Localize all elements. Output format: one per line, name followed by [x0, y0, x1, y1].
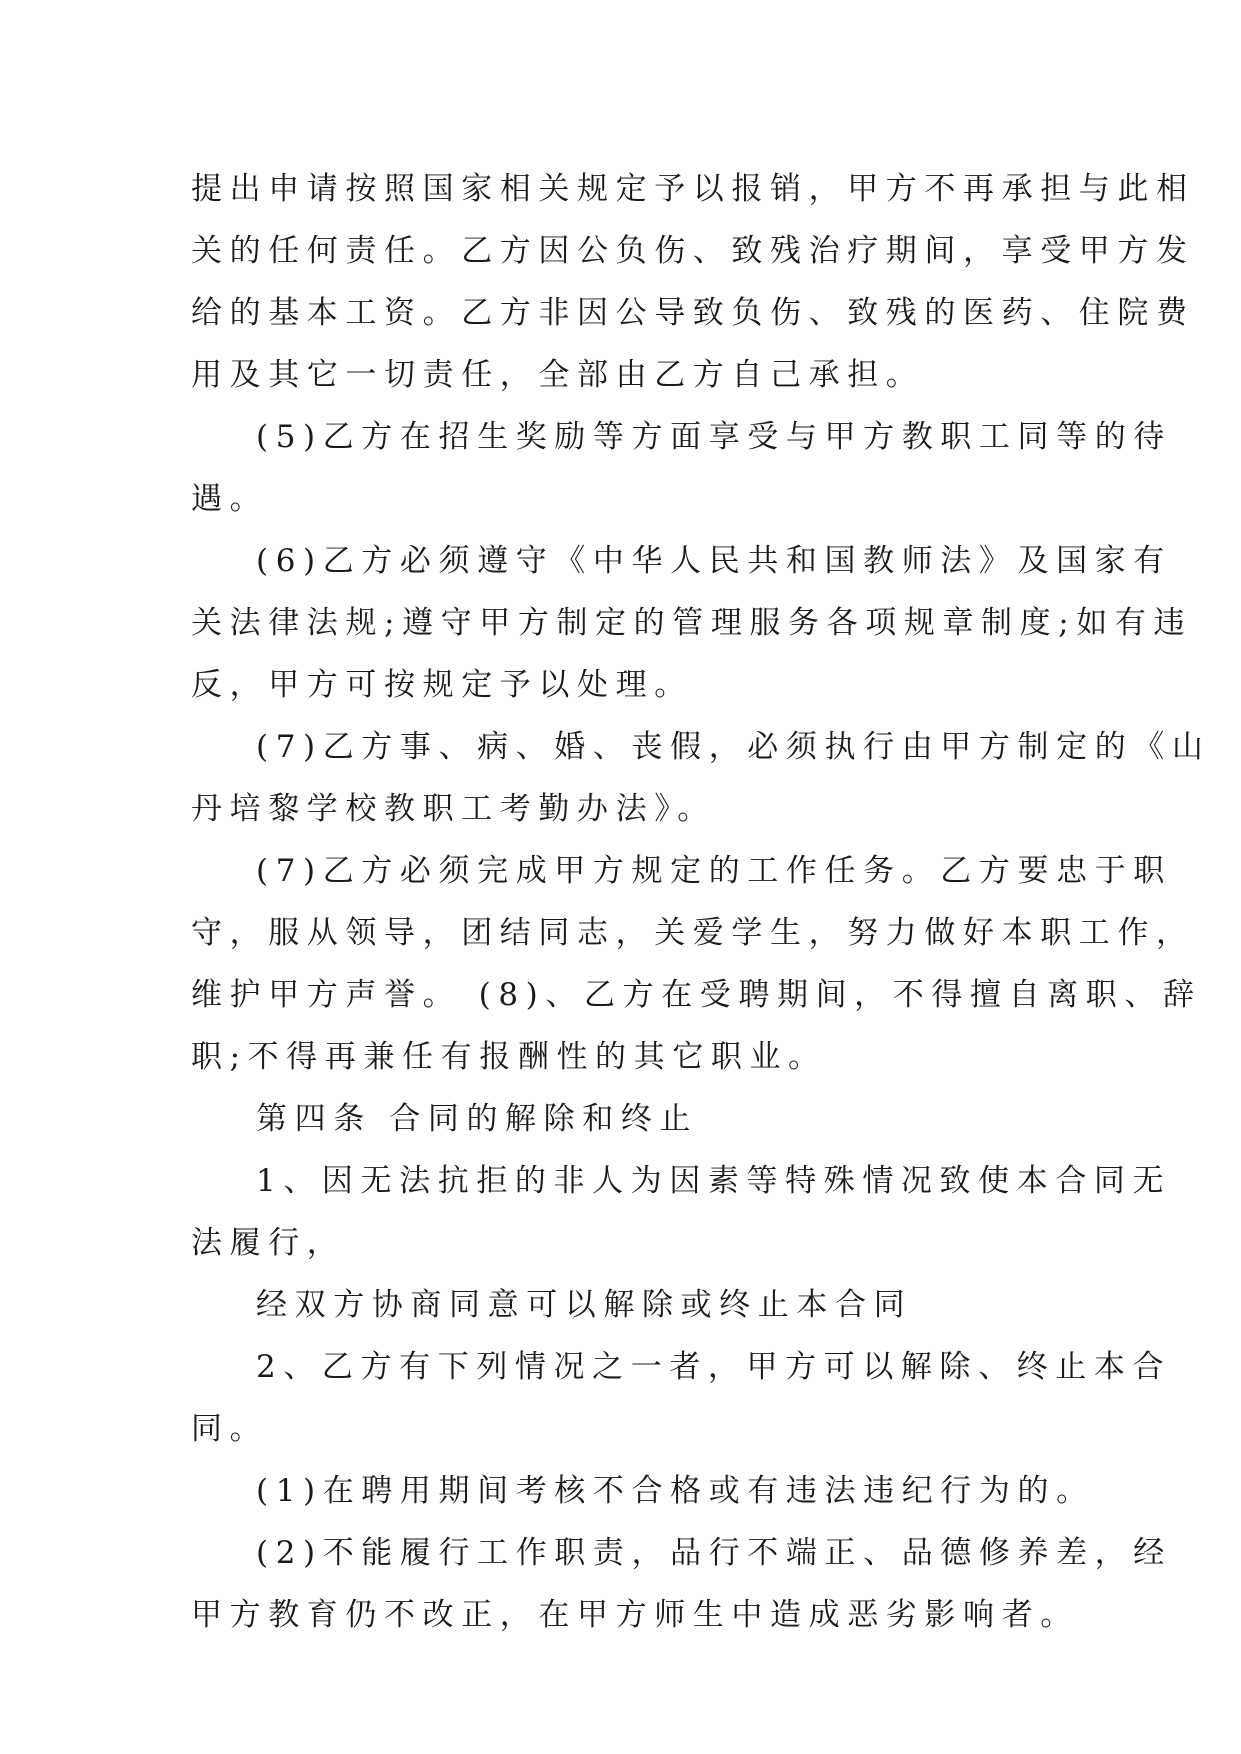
- text-line: (5)乙方在招生奖励等方面享受与甲方教职工同等的待: [256, 419, 1172, 455]
- text-line: 用及其它一切责任，全部由乙方自己承担。: [191, 357, 925, 393]
- document-body: [191, 158, 1211, 1646]
- text-line: 法履行，: [191, 1225, 346, 1261]
- text-line: 提出申请按照国家相关规定予以报销，甲方不再承担与此相: [191, 171, 1195, 207]
- text-line: 甲方教育仍不改正，在甲方师生中造成恶劣影响者。: [191, 1597, 1079, 1633]
- text-line: 反，甲方可按规定予以处理。: [191, 667, 693, 703]
- text-line: 同。: [191, 1411, 269, 1447]
- text-line: (1)在聘用期间考核不合格或有违法违纪行为的。: [256, 1473, 1095, 1509]
- text-line: 守，服从领导，团结同志，关爱学生，努力做好本职工作，: [191, 915, 1195, 951]
- text-line: (7)乙方必须完成甲方规定的工作任务。乙方要忠于职: [256, 853, 1172, 889]
- text-line: 2、乙方有下列情况之一者，甲方可以解除、终止本合: [256, 1349, 1172, 1385]
- text-line: 关法律法规;遵守甲方制定的管理服务各项规章制度;如有违: [191, 605, 1193, 641]
- text-line: 给的基本工资。乙方非因公导致负伤、致残的医药、住院费: [191, 295, 1195, 331]
- text-line: 丹培黎学校教职工考勤办法》。: [191, 791, 716, 827]
- text-line: 经双方协商同意可以解除或终止本合同: [256, 1287, 913, 1323]
- text-line: 维护甲方声誉。 (8)、乙方在受聘期间，不得擅自离职、辞: [191, 977, 1202, 1013]
- text-line: 关的任何责任。乙方因公负伤、致残治疗期间，享受甲方发: [191, 233, 1195, 269]
- text-line: (7)乙方事、病、婚、丧假，必须执行由甲方制定的《山: [256, 729, 1211, 765]
- text-line: 1、因无法抗拒的非人为因素等特殊情况致使本合同无: [256, 1163, 1172, 1199]
- text-line: (2)不能履行工作职责，品行不端正、品德修养差，经: [256, 1535, 1172, 1571]
- text-line: 遇。: [191, 481, 269, 517]
- text-line: 职;不得再兼任有报酬性的其它职业。: [191, 1039, 827, 1075]
- text-line: (6)乙方必须遵守《中华人民共和国教师法》及国家有: [256, 543, 1172, 579]
- text-line: 第四条 合同的解除和终止: [256, 1101, 699, 1137]
